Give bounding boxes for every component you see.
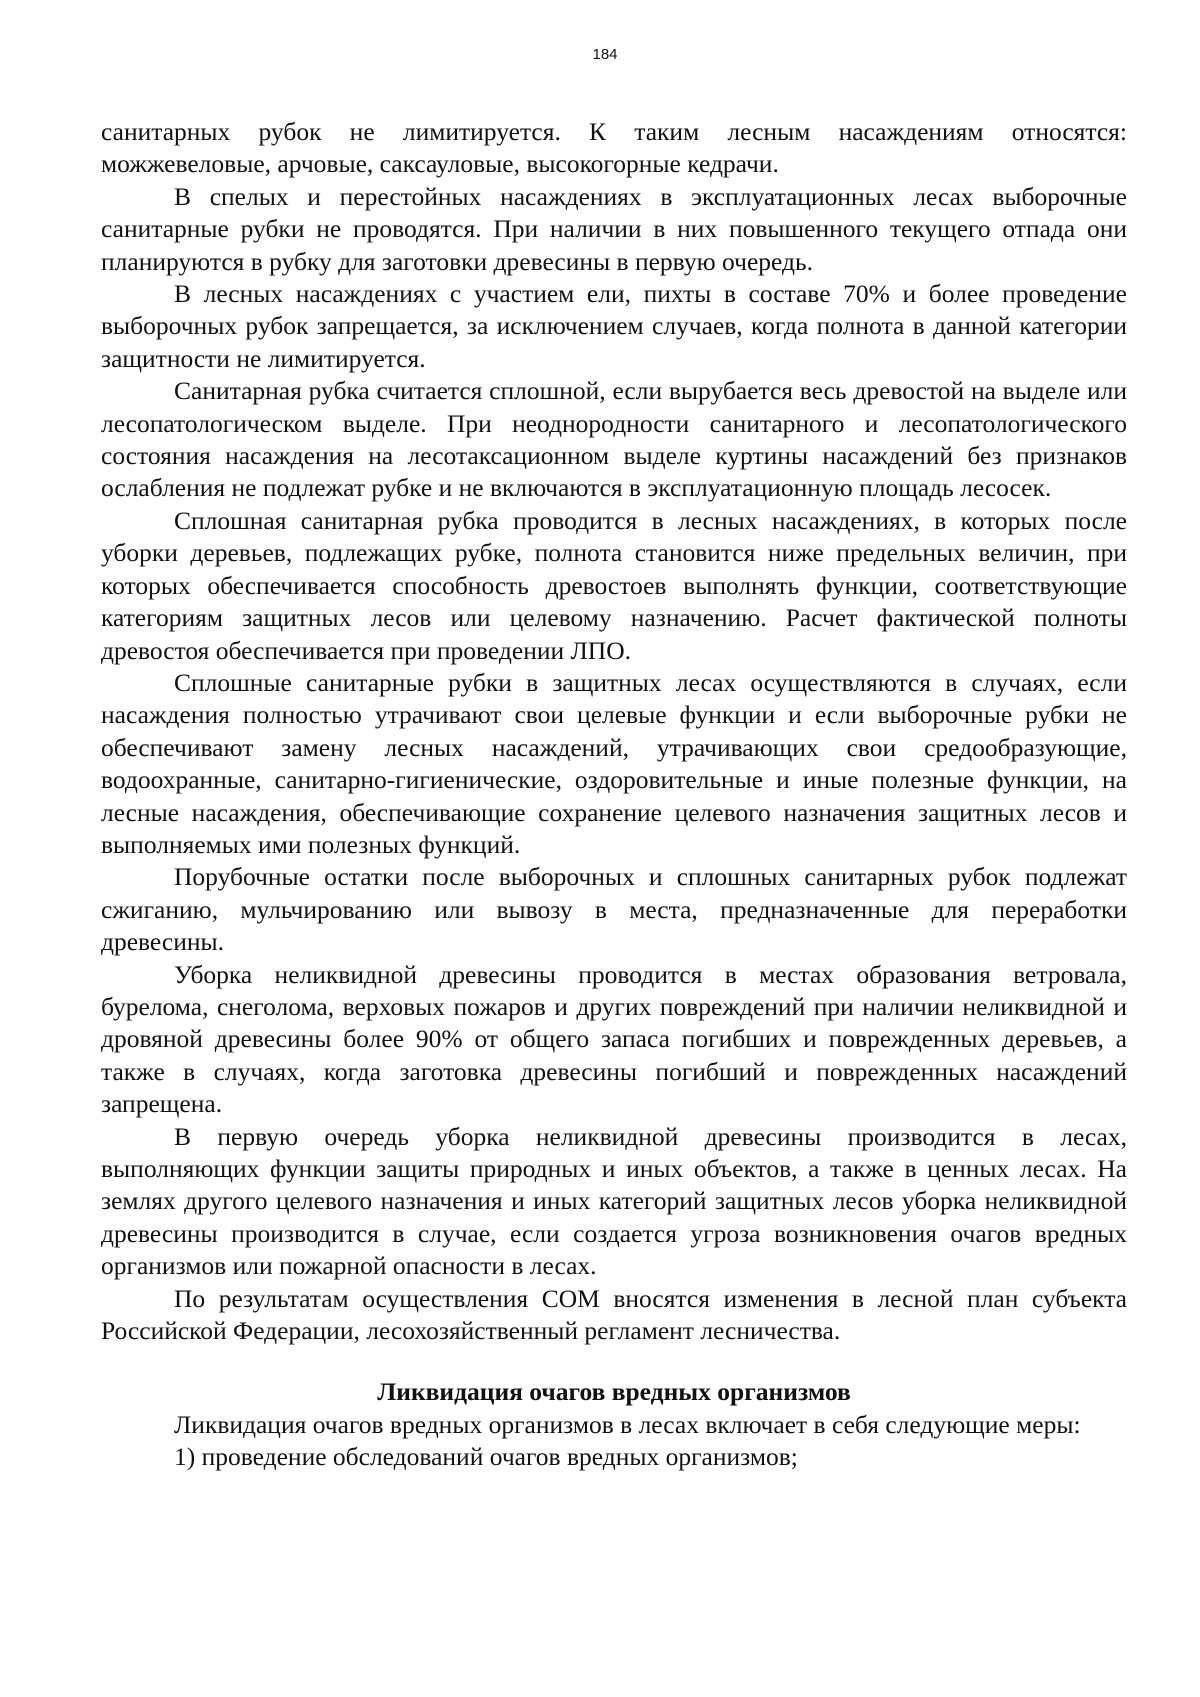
paragraph: Порубочные остатки после выборочных и сплошных санитарных рубок подлежат сжиганию, мульчированию или вывозу в места, предназначенные для переработки древесины. [101,862,1127,957]
paragraph: В лесных насаждениях с участием ели, пихты в составе 70% и более проведение выборочных рубок запрещается, за исключением случаев, когда полнота в данной категории защитности не лимитируется. [101,279,1127,373]
paragraph: Санитарная рубка считается сплошной, если вырубается весь древостой на выделе или лесопатологическом выделе. При неоднородности санитарного и лесопатологического состояния насаждения на лесотаксационном выделе куртины насаждений без признаков ослабления не подлежат рубке и не включаются в эксплуатационную площадь лесосек. [101,376,1127,503]
paragraph: В спелых и перестойных насаждениях в эксплуатационных лесах выборочные санитарные рубки не проводятся. При наличии в них повышенного текущего отпада они планируются в рубку для заготовки древесины в первую очередь. [101,181,1127,276]
document-body [101,116,1127,1474]
section-paragraph: Ликвидация очагов вредных организмов в лесах включает в себя следующие меры: [174,1409,1081,1439]
page-number: 184 [592,46,618,63]
paragraph: В первую очередь уборка неликвидной древесины производится в лесах, выполняющих функции защиты природных и иных объектов, а также в ценных лесах. На землях другого целевого назначения и иных категорий защитных лесов уборка неликвидной древесины производится в случае, если создается угроза возникновения очагов вредных организмов или пожарной опасности в лесах. [101,1121,1127,1281]
paragraph: Сплошные санитарные рубки в защитных лесах осуществляются в случаях, если насаждения полностью утрачивают свои целевые функции и если выборочные рубки не обеспечивают замену лесных насаждений, утрачивающих свои средообразующие, водоохранные, санитарно-гигиенические, оздоровительные и иные полезные функции, на лесные насаждения, обеспечивающие сохранение целевого назначения защитных лесов и выполняемых ими полезных функций. [101,667,1127,859]
section-heading: Ликвидация очагов вредных организмов [377,1377,851,1407]
paragraph: По результатам осуществления СОМ вносятся изменения в лесной план субъекта Российской Федерации, лесохозяйственный регламент лесничества. [101,1283,1127,1346]
paragraph: Уборка неликвидной древесины проводится в местах образования ветровала, бурелома, снеголома, верховых пожаров и других повреждений при наличии неликвидной и дровяной древесины более 90% от общего запаса погибших и поврежденных деревьев, а также в случаях, когда заготовка древесины погибший и поврежденных насаждений запрещена. [101,959,1127,1119]
paragraph-continuation: санитарных рубок не лимитируется. К таким лесным насаждениям относятся: можжевеловые, арчовые, саксауловые, высокогорные кедрачи. [101,117,1127,179]
list-item: 1) проведение обследований очагов вредных организмов; [174,1442,798,1472]
paragraph: Сплошная санитарная рубка проводится в лесных насаждениях, в которых после уборки деревьев, подлежащих рубке, полнота становится ниже предельных величин, при которых обеспечивается способность древостоев выполнять функции, соответствующие категориям защитных лесов или целевому назначению. Расчет фактической полноты древостоя обеспечивается при проведении ЛПО. [101,505,1127,665]
